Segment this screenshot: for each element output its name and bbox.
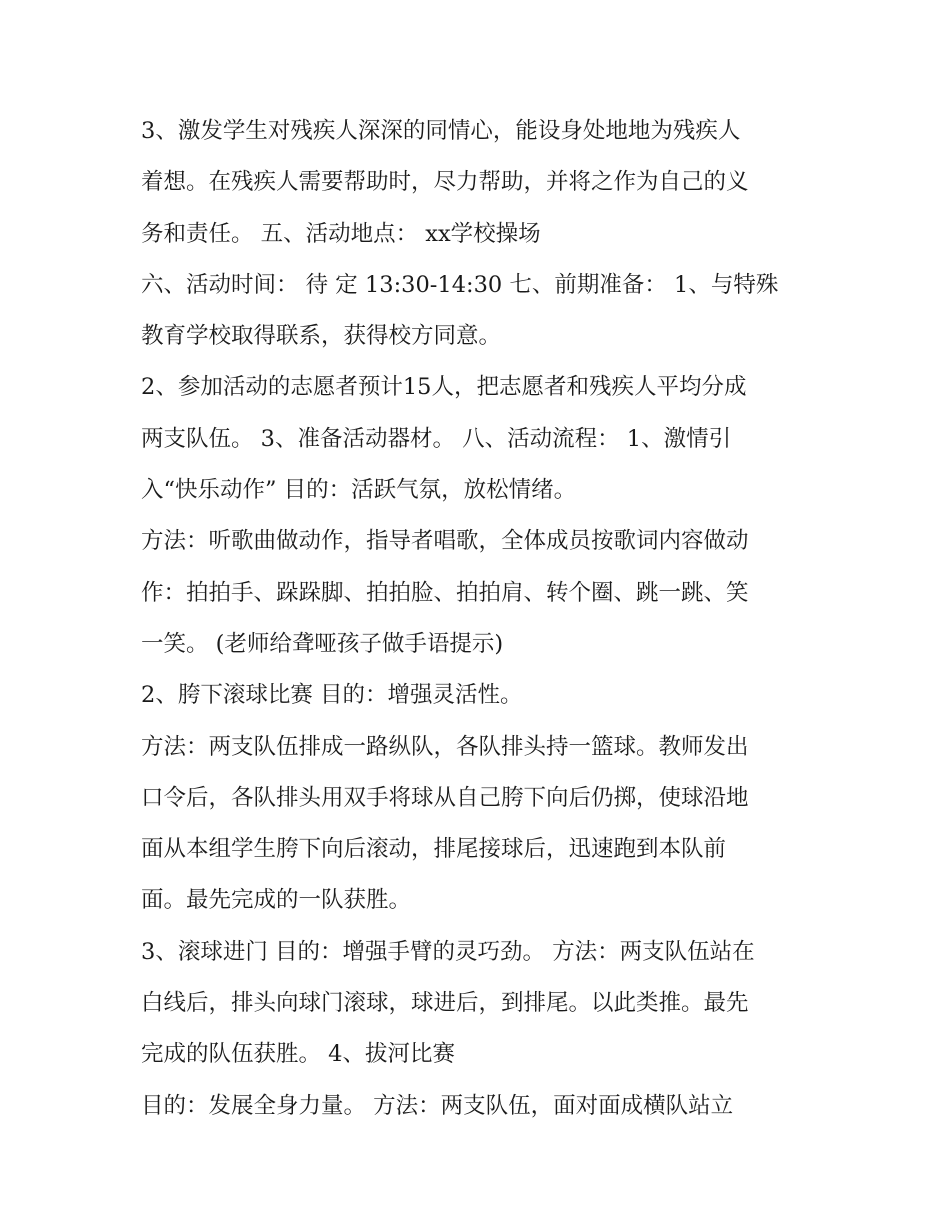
text-line: 目的：发展全身力量。 方法：两支队伍，面对面成横队站立 <box>141 1092 734 1119</box>
text-line: 作：拍拍手、跺跺脚、拍拍脸、拍拍肩、转个圈、跳一跳、笑 <box>141 579 749 606</box>
text-line: 务和责任。 五、活动地点： xx学校操场 <box>141 220 541 247</box>
text-line: 方法：听歌曲做动作，指导者唱歌，全体成员按歌词内容做动 <box>141 528 749 555</box>
text-line: 3、滚球进门 目的：增强手臂的灵巧劲。 方法：两支队伍站在 <box>141 938 755 965</box>
text-line: 面从本组学生胯下向后滚动，排尾接球后，迅速跑到本队前 <box>141 836 727 863</box>
text-line: 完成的队伍获胜。 4、拔河比赛 <box>141 1041 455 1068</box>
text-line: 方法：两支队伍排成一路纵队，各队排头持一篮球。教师发出 <box>141 733 749 760</box>
text-line: 2、胯下滚球比赛 目的：增强灵活性。 <box>141 682 523 709</box>
text-line: 入“快乐动作” 目的：活跃气氛，放松情绪。 <box>141 477 577 504</box>
text-line: 着想。在残疾人需要帮助时，尽力帮助，并将之作为自己的义 <box>141 169 749 196</box>
text-line: 3、激发学生对残疾人深深的同情心，能设身处地地为残疾人 <box>141 118 741 144</box>
text-line: 六、活动时间： 待 定 13:30-14:30 七、前期准备： 1、与特殊 <box>141 271 779 298</box>
text-line: 口令后，各队排头用双手将球从自己胯下向后仍掷，使球沿地 <box>141 784 749 811</box>
text-line: 2、参加活动的志愿者预计15人，把志愿者和残疾人平均分成 <box>141 374 747 401</box>
text-line: 面。最先完成的一队获胜。 <box>141 887 412 914</box>
text-line: 教育学校取得联系，获得校方同意。 <box>141 323 502 350</box>
text-line: 一笑。 (老师给聋哑孩子做手语提示) <box>141 630 504 657</box>
document-body <box>141 106 831 1132</box>
text-line: 两支队伍。 3、准备活动器材。 八、活动流程： 1、激情引 <box>141 425 732 452</box>
text-line: 白线后，排头向球门滚球，球进后，到排尾。以此类推。最先 <box>141 990 749 1017</box>
